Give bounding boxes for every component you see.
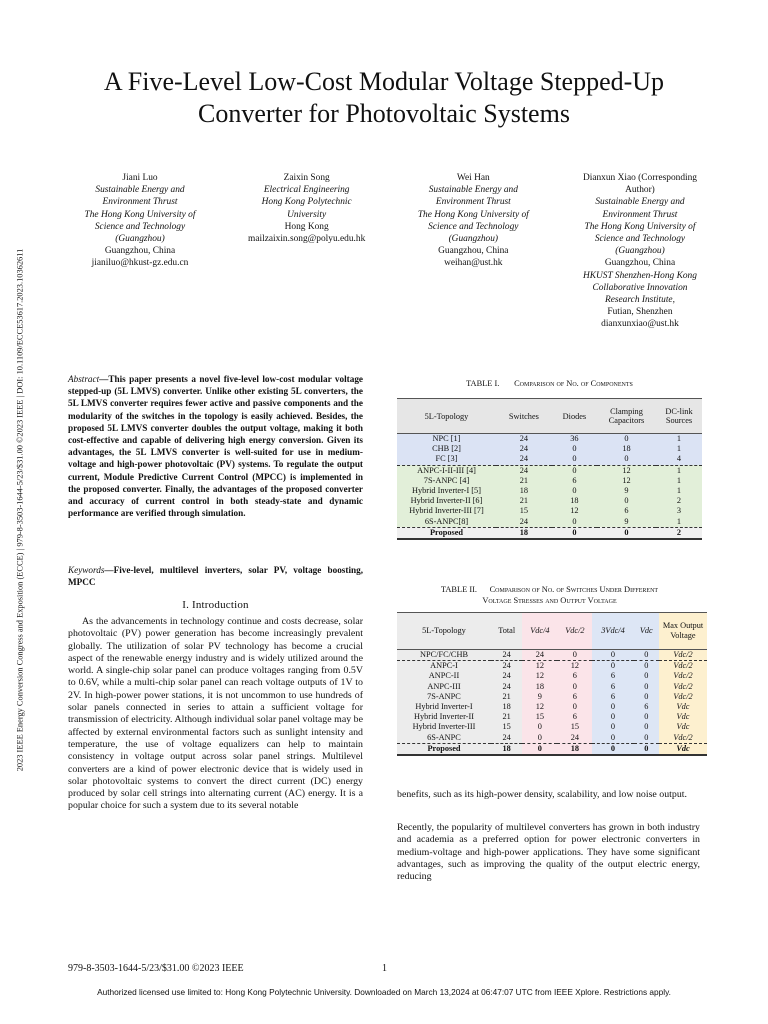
table-row — [397, 650, 707, 661]
table-cell: 15 — [557, 722, 592, 732]
table-cell: Vdc — [659, 722, 707, 732]
table-cell: 0 — [522, 722, 557, 732]
author-location: Hong Kong — [284, 221, 329, 232]
table-cell: Vdc/2 — [659, 650, 707, 661]
table-cell: 6 — [592, 692, 633, 702]
author-email: dianxunxiao@ust.hk — [601, 319, 679, 330]
table-cell: 1 — [656, 444, 702, 454]
table-cell: 6 — [552, 476, 597, 486]
table-row — [397, 682, 707, 692]
author-name: Wei Han — [456, 173, 490, 183]
table-row — [397, 476, 702, 486]
table-cell: 0 — [592, 722, 633, 732]
table-cell: 0 — [634, 712, 659, 722]
table-cell: 1 — [656, 434, 702, 445]
table-row — [397, 712, 707, 722]
table-cell: 18 — [491, 702, 522, 712]
table-row — [397, 733, 707, 744]
author-affil: Environment Thrust — [602, 209, 678, 220]
author-location: Futian, Shenzhen — [607, 307, 673, 318]
table-cell: 18 — [557, 743, 592, 755]
table1-header: Diodes — [552, 399, 597, 434]
table-cell: 0 — [634, 743, 659, 755]
table-cell: 15 — [496, 506, 552, 516]
table-cell: 21 — [491, 712, 522, 722]
table-cell: 18 — [552, 496, 597, 506]
keywords — [68, 564, 363, 588]
table1-header-row — [397, 399, 702, 434]
table-cell: Hybrid Inverter-III [7] — [397, 506, 496, 516]
table-row — [397, 465, 702, 476]
table-cell: 12 — [552, 506, 597, 516]
table-cell: 0 — [522, 743, 557, 755]
table-cell: ANPC-I-II-III [4] — [397, 465, 496, 476]
table-cell: 0 — [557, 682, 592, 692]
table-cell: ANPC-I — [397, 661, 491, 672]
table-row-proposed — [397, 743, 707, 755]
table-cell: 1 — [656, 486, 702, 496]
license-note: Authorized licensed use limited to: Hong Kong Polytechnic University. Downloaded on March 13,2024 at 06:47:07 UTC from IEEE Xplore. Restrictions apply. — [97, 987, 671, 997]
table-cell: 0 — [552, 454, 597, 465]
table2-header-row — [397, 613, 707, 650]
table-cell: ANPC-II — [397, 671, 491, 681]
table-cell: 6 — [597, 506, 656, 516]
table-cell: 24 — [557, 733, 592, 744]
abstract-lead: Abstract — [68, 374, 100, 384]
author-affil: Sustainable Energy and — [95, 185, 185, 196]
table-cell: 3 — [656, 506, 702, 516]
table-cell: 6 — [592, 671, 633, 681]
table-cell: 0 — [592, 733, 633, 744]
table-cell: Vdc/2 — [659, 733, 707, 744]
table-cell: Hybrid Inverter-II — [397, 712, 491, 722]
table-cell: 6 — [557, 712, 592, 722]
table-cell: 36 — [552, 434, 597, 445]
table-cell: 0 — [592, 743, 633, 755]
table-cell: Hybrid Inverter-I [5] — [397, 486, 496, 496]
table-row — [397, 454, 702, 465]
author-affil: HKUST Shenzhen-Hong Kong — [583, 270, 697, 281]
table-cell: 15 — [522, 712, 557, 722]
table-cell: 0 — [592, 702, 633, 712]
table-cell: 0 — [634, 722, 659, 732]
table-cell: 18 — [491, 743, 522, 755]
author-affil: Environment Thrust — [102, 197, 178, 208]
table-cell: FC [3] — [397, 454, 496, 465]
table-cell: 24 — [491, 671, 522, 681]
table1-label: TABLE I. — [466, 379, 500, 388]
table-cell: 1 — [656, 476, 702, 486]
table-row — [397, 702, 707, 712]
table2-header: Total — [491, 613, 522, 650]
table-cell: 0 — [592, 712, 633, 722]
author-name: Jiani Luo — [122, 173, 158, 183]
table-row — [397, 434, 702, 445]
table-cell: 0 — [634, 650, 659, 661]
table-row — [397, 722, 707, 732]
table-cell: 0 — [634, 692, 659, 702]
table1 — [397, 398, 702, 540]
table-cell: Vdc/2 — [659, 671, 707, 681]
abstract-text: —This paper presents a novel five-level low-cost modular voltage stepped-up (5L LMVS) converter. Unlike other existing 5L converters, the 5L LMVS converter requires fewer active and passive components and the modularity of the switches in the topology is easily achieved. Besides, the proposed 5L LMVS converter doubles the output voltage, making it both cost-effective and capable of delivering high energy conversion. Given its advantages, the 5L LMVS converter is well-suited for use in medium-voltage and high-power photovoltaic (PV) systems. To regulate the output current, Module Predictive Current Control (MPCC) is implemented in the proposed converter. Finally, the advantages of the proposed converter and accuracy of current control in both steady-state and dynamic performance are verified through simulation. — [68, 374, 363, 519]
table-cell: CHB [2] — [397, 444, 496, 454]
author-affil: Science and Technology — [428, 221, 519, 232]
table-row — [397, 692, 707, 702]
table2-caption-line-1: Comparison of No. of Switches Under Different — [489, 585, 659, 594]
table-cell: 12 — [597, 465, 656, 476]
table-cell: 0 — [552, 444, 597, 454]
table-cell: 6 — [557, 692, 592, 702]
table2-header: Vdc/4 — [522, 613, 557, 650]
table-cell: 24 — [496, 444, 552, 454]
table-row — [397, 506, 702, 516]
table-row — [397, 671, 707, 681]
table-cell: 1 — [656, 465, 702, 476]
table-cell: 24 — [496, 465, 552, 476]
table-cell: 0 — [552, 465, 597, 476]
table2-header: Max Output Voltage — [659, 613, 707, 650]
table-cell: 21 — [496, 476, 552, 486]
side-doi-text: 2023 IEEE Energy Conversion Congress and Exposition (ECCE) | 979-8-3503-1644-5/23/$31.00 ©2023 IEEE | DOI: 10.1109/ECCE53617.2023.10362611 — [15, 248, 25, 772]
author-email: jianiluo@hkust-gz.edu.cn — [91, 258, 189, 269]
table-cell: 9 — [597, 517, 656, 528]
table-cell: 12 — [522, 661, 557, 672]
keywords-text: —Five-level, multilevel inverters, solar PV, voltage boosting, MPCC — [68, 565, 363, 588]
table-cell: 24 — [522, 650, 557, 661]
table-cell: 24 — [496, 454, 552, 465]
table2 — [397, 612, 707, 756]
author-affil: Research Institute, — [604, 295, 675, 306]
table-cell: Proposed — [397, 743, 491, 755]
table-cell: 0 — [634, 671, 659, 681]
author-block — [60, 172, 720, 331]
table-cell: Proposed — [397, 527, 496, 539]
table-cell: 18 — [496, 486, 552, 496]
table-cell: 6 — [634, 702, 659, 712]
author-name: Author) — [625, 185, 655, 196]
keywords-lead: Keywords — [68, 565, 105, 575]
author-name: Zaixin Song — [283, 173, 330, 183]
table-cell: 12 — [557, 661, 592, 672]
table-cell: 0 — [597, 454, 656, 465]
author-4 — [560, 172, 720, 331]
table-cell: 24 — [491, 650, 522, 661]
table-cell: 6 — [592, 682, 633, 692]
table-cell: 12 — [522, 671, 557, 681]
author-email: weihan@ust.hk — [444, 258, 503, 269]
author-name: Dianxun Xiao (Corresponding — [582, 173, 697, 183]
footer-isbn: 979-8-3503-1644-5/23/$31.00 ©2023 IEEE — [68, 963, 244, 974]
table-row-proposed — [397, 527, 702, 539]
table-cell: 6S-ANPC — [397, 733, 491, 744]
author-2 — [227, 172, 387, 331]
table-cell: 24 — [491, 661, 522, 672]
author-affil: The Hong Kong University of — [84, 209, 196, 220]
table-cell: Hybrid Inverter-I — [397, 702, 491, 712]
table-cell: 24 — [491, 733, 522, 744]
table-cell: Vdc — [659, 743, 707, 755]
table-cell: Hybrid Inverter-II [6] — [397, 496, 496, 506]
table-cell: NPC/FC/CHB — [397, 650, 491, 661]
paper-title — [40, 66, 728, 130]
table-cell: 0 — [592, 661, 633, 672]
table2-caption — [397, 584, 702, 606]
table1-caption-text: Comparison of No. of Components — [514, 379, 633, 388]
table-cell: Vdc/2 — [659, 682, 707, 692]
table-cell: 0 — [634, 661, 659, 672]
table2-header: Vdc — [634, 613, 659, 650]
table-cell: 12 — [597, 476, 656, 486]
table-cell: 12 — [522, 702, 557, 712]
table1-header: Switches — [496, 399, 552, 434]
table-row — [397, 496, 702, 506]
author-affil: Environment Thrust — [435, 197, 511, 208]
table-cell: 0 — [552, 517, 597, 528]
table-cell: 24 — [496, 434, 552, 445]
right-paragraph-2: Recently, the popularity of multilevel converters has grown in both industry and academia as a preferred option for power electronic converters in medium-voltage and high-power applications. They have some significant advantages, such as improving the quality of the output electric energy, reducing — [397, 822, 700, 883]
author-affil: Sustainable Energy and — [428, 185, 518, 196]
table-cell: 2 — [656, 496, 702, 506]
table-cell: 9 — [522, 692, 557, 702]
table2-header: 5L-Topology — [397, 613, 491, 650]
table-cell: ANPC-III — [397, 682, 491, 692]
author-affil: Sustainable Energy and — [595, 197, 685, 208]
author-affil: The Hong Kong University of — [417, 209, 529, 220]
right-paragraph-1: benefits, such as its high-power density, scalability, and low noise output. — [397, 789, 687, 800]
table-cell: 18 — [597, 444, 656, 454]
table-cell: 0 — [597, 434, 656, 445]
table-cell: 24 — [496, 517, 552, 528]
table-cell: Vdc — [659, 712, 707, 722]
table-cell: Vdc/2 — [659, 692, 707, 702]
table-cell: 21 — [491, 692, 522, 702]
table-cell: 7S-ANPC — [397, 692, 491, 702]
author-affil: Hong Kong Polytechnic — [261, 197, 352, 208]
author-affil: Science and Technology — [594, 234, 686, 245]
table-cell: 1 — [656, 517, 702, 528]
table-cell: 6 — [557, 671, 592, 681]
table-cell: 0 — [557, 702, 592, 712]
table-cell: 18 — [522, 682, 557, 692]
table-cell: 15 — [491, 722, 522, 732]
author-affil: Electrical Engineering — [263, 185, 350, 196]
author-affil: Science and Technology — [94, 221, 186, 232]
table-row — [397, 486, 702, 496]
side-doi-note — [13, 190, 27, 830]
author-location: Guangzhou, China — [604, 258, 676, 269]
table-cell: 0 — [597, 527, 656, 539]
author-location: Guangzhou, China — [438, 246, 509, 257]
title-line-1: A Five-Level Low-Cost Modular Voltage Stepped-Up — [103, 67, 665, 96]
author-3 — [393, 172, 553, 331]
table-row — [397, 517, 702, 528]
table-row — [397, 661, 707, 672]
table1-header: Clamping Capacitors — [597, 399, 656, 434]
table1-header: DC-link Sources — [656, 399, 702, 434]
table-cell: 0 — [592, 650, 633, 661]
table2-caption-line-2: Voltage Stresses and Output Voltage — [482, 596, 617, 605]
author-affil: The Hong Kong University of — [584, 221, 696, 232]
table-row — [397, 444, 702, 454]
table-cell: 21 — [496, 496, 552, 506]
table1-caption — [397, 378, 702, 389]
table-cell: 4 — [656, 454, 702, 465]
page-number: 1 — [382, 963, 387, 974]
table-cell: 7S-ANPC [4] — [397, 476, 496, 486]
author-affil: (Guangzhou) — [448, 234, 499, 245]
table-cell: 0 — [557, 650, 592, 661]
author-affil: Collaborative Innovation — [592, 282, 688, 293]
table2-label: TABLE II. — [440, 585, 477, 594]
intro-paragraph: As the advancements in technology continue and costs decrease, solar photovoltaic (PV) power generation has become increasingly prevalent globally. The utilization of solar PV technology has become a crucial aspect of the renewable energy industry and is widely utilized around the world. A single-chip solar panel can produce voltages ranging from 0.5V to 0.6V, while a multi-chip solar panel can reach voltage outputs of 1V to 2V. In high-power power stations, it is not uncommon to use hundreds of solar panels connected in series to attain a sufficient voltage for transmission of electricity. Although individual solar panel voltage may be affected by external environmental factors such as sunlight intensity and temperature, the use of voltage equalizers can help to maintain consistency in voltage output across solar panel strings. Multilevel converters are a kind of power electronic device that is widely used in solar photovoltaic systems to convert the direct current (DC) energy produced by solar cell strings into alternating current (AC) energy. It is a popular choice for such a system due to its several notable — [68, 616, 363, 812]
table-cell: 0 — [522, 733, 557, 744]
table-cell: 0 — [597, 496, 656, 506]
table-cell: Vdc — [659, 702, 707, 712]
table-cell: 0 — [552, 486, 597, 496]
table-cell: 24 — [491, 682, 522, 692]
table2-header: 3Vdc/4 — [592, 613, 633, 650]
table-cell: 0 — [634, 733, 659, 744]
author-location: Guangzhou, China — [104, 246, 176, 257]
author-affil: (Guangzhou) — [115, 234, 165, 245]
table-cell: 2 — [656, 527, 702, 539]
table-cell: Hybrid Inverter-III — [397, 722, 491, 732]
author-affil: (Guangzhou) — [615, 246, 665, 257]
table-cell: 0 — [552, 527, 597, 539]
author-1 — [60, 172, 220, 331]
abstract — [68, 373, 363, 519]
author-affil: University — [287, 209, 327, 220]
table-cell: 0 — [634, 682, 659, 692]
table-cell: 9 — [597, 486, 656, 496]
table1-header: 5L-Topology — [397, 399, 496, 434]
table-cell: 18 — [496, 527, 552, 539]
table2-header: Vdc/2 — [557, 613, 592, 650]
title-line-2: Converter for Photovoltaic Systems — [198, 99, 570, 128]
table-cell: Vdc/2 — [659, 661, 707, 672]
section-heading-introduction: I. Introduction — [182, 599, 249, 611]
table-cell: NPC [1] — [397, 434, 496, 445]
author-email: mailzaixin.song@polyu.edu.hk — [248, 234, 366, 245]
table-cell: 6S-ANPC[8] — [397, 517, 496, 528]
